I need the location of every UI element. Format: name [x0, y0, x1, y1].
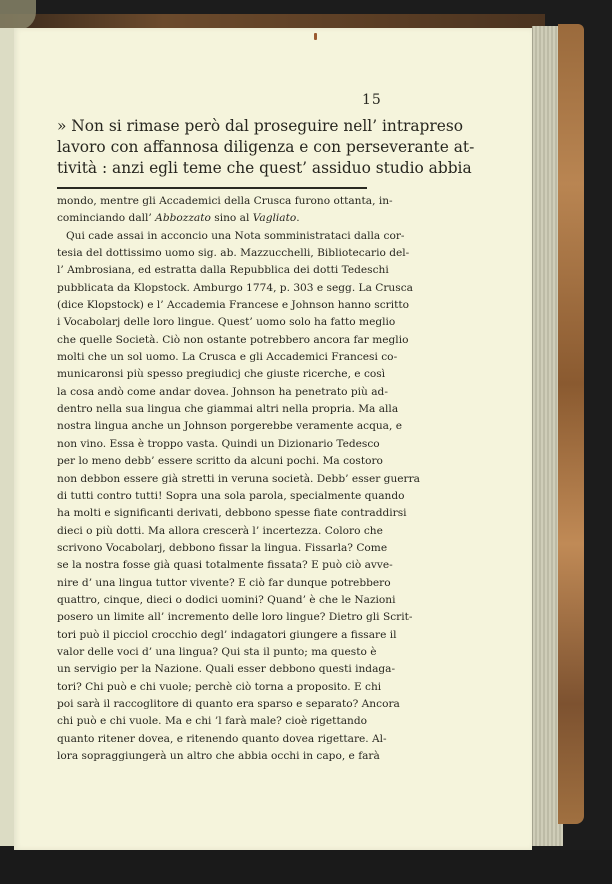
footnote-line: che quelle Società. Ciò non ostante potrebbero ancora far meglio	[57, 333, 409, 346]
footnote-line: mondo, mentre gli Accademici della Crusca furono ottanta, in-	[57, 195, 393, 207]
book-binding	[558, 24, 584, 824]
footnote-line: valor delle voci d’ una lingua? Qui sta il punto; ma questo è	[57, 645, 377, 658]
footnote-line: quanto ritener dovea, e ritenendo quanto dovea rigettare. Al-	[57, 732, 387, 745]
footnote-line: chi può e chi vuole. Ma e chi ’l farà male? cioè rigettando	[57, 715, 367, 728]
footnote-text: sino al	[210, 212, 253, 225]
footnote-line: dieci o più dotti. Ma allora crescerà l’ incertezza. Coloro che	[57, 524, 383, 537]
footnote-line: nire d’ una lingua tuttor vivente? E ciò far dunque potrebbero	[57, 576, 391, 589]
main-text	[57, 116, 475, 179]
footnote-line: tori? Chi può e chi vuole; perchè ciò torna a proposito. E chi	[57, 680, 382, 693]
footnote-line: scrivono Vocabolarj, debbono fissar la lingua. Fissarla? Come	[57, 541, 388, 554]
paper-mark	[314, 33, 317, 40]
footnote-line: un servigio per la Nazione. Quali esser debbono questi indaga-	[57, 663, 396, 676]
footnote-line: non debbon essere già stretti in veruna società. Debb’ esser guerra	[57, 472, 420, 485]
footnote-line: quattro, cinque, dieci o dodici uomini? Quand’ è che le Nazioni	[57, 593, 396, 606]
footnote-line	[57, 210, 367, 227]
footnote-line: lora sopraggiungerà un altro che abbia occhi in capo, e farà	[57, 750, 380, 762]
footnote-line: dentro nella sua lingua che giammai altri nella propria. Ma alla	[57, 403, 399, 416]
footnote-line: tesia del dottissimo uomo sig. ab. Mazzucchelli, Bibliotecario del-	[57, 247, 410, 260]
footnote-italic: Abbozzato	[155, 212, 211, 225]
footnote-text: .	[296, 212, 300, 225]
main-text-line: tività : anzi egli teme che quest’ assiduo studio abbia	[57, 159, 472, 177]
footnote-line: pubblicata da Klopstock. Amburgo 1774, p. 303 e segg. La Crusca	[57, 281, 413, 294]
footnote-line: poi sarà il raccoglitore di quanto era sparso e separato? Ancora	[57, 697, 400, 710]
footnote-line: tori può il picciol crocchio degl’ indagatori giungere a fissare il	[57, 628, 397, 641]
main-text-line: lavoro con affannosa diligenza e con perseverante at-	[57, 138, 475, 156]
footnote-italic: Vagliato	[252, 212, 297, 225]
footnote-text: cominciando dall’	[57, 212, 156, 225]
footnote-line: non vino. Essa è troppo vasta. Quindi un Dizionario Tedesco	[57, 437, 380, 450]
footnote-line: la cosa andò come andar dovea. Johnson ha penetrato più ad-	[57, 385, 388, 398]
footnote-line: se la nostra fosse già quasi totalmente fissata? E può ciò avve-	[57, 559, 393, 572]
footnote-line: per lo meno debb’ essere scritto da alcuni pochi. Ma costoro	[57, 455, 383, 468]
footnote-line: (dice Klopstock) e l’ Accademia Francese e Johnson hanno scritto	[57, 299, 410, 312]
footnote-rule	[57, 187, 367, 189]
main-text-line: » Non si rimase però dal proseguire nell’ intrapreso	[57, 117, 464, 135]
page-number: 15	[362, 92, 382, 108]
footnote-line: molti che un sol uomo. La Crusca e gli Accademici Francesi co-	[57, 351, 398, 364]
footnote	[57, 193, 420, 765]
footnote-line: Qui cade assai in acconcio una Nota somministrataci dalla cor-	[66, 229, 405, 242]
footnote-line: posero un limite all’ incremento delle loro lingue? Dietro gli Scrit-	[57, 611, 413, 624]
scan-background	[0, 850, 612, 884]
footnote-line: di tutti contro tutti! Sopra una sola parola, specialmente quando	[57, 489, 405, 502]
footnote-line: l’ Ambrosiana, ed estratta dalla Repubblica dei dotti Tedeschi	[57, 264, 389, 277]
page-text	[57, 116, 475, 765]
footnote-line: ha molti e significanti derivati, debbono spesse fiate contraddirsi	[57, 507, 407, 520]
footnote-line: municaronsi più spesso pregiudicj che giuste ricerche, e così	[57, 368, 386, 381]
footnote-line: i Vocabolarj delle loro lingue. Quest’ uomo solo ha fatto meglio	[57, 316, 396, 329]
footnote-line: nostra lingua anche un Johnson porgerebbe veramente acqua, e	[57, 420, 402, 433]
